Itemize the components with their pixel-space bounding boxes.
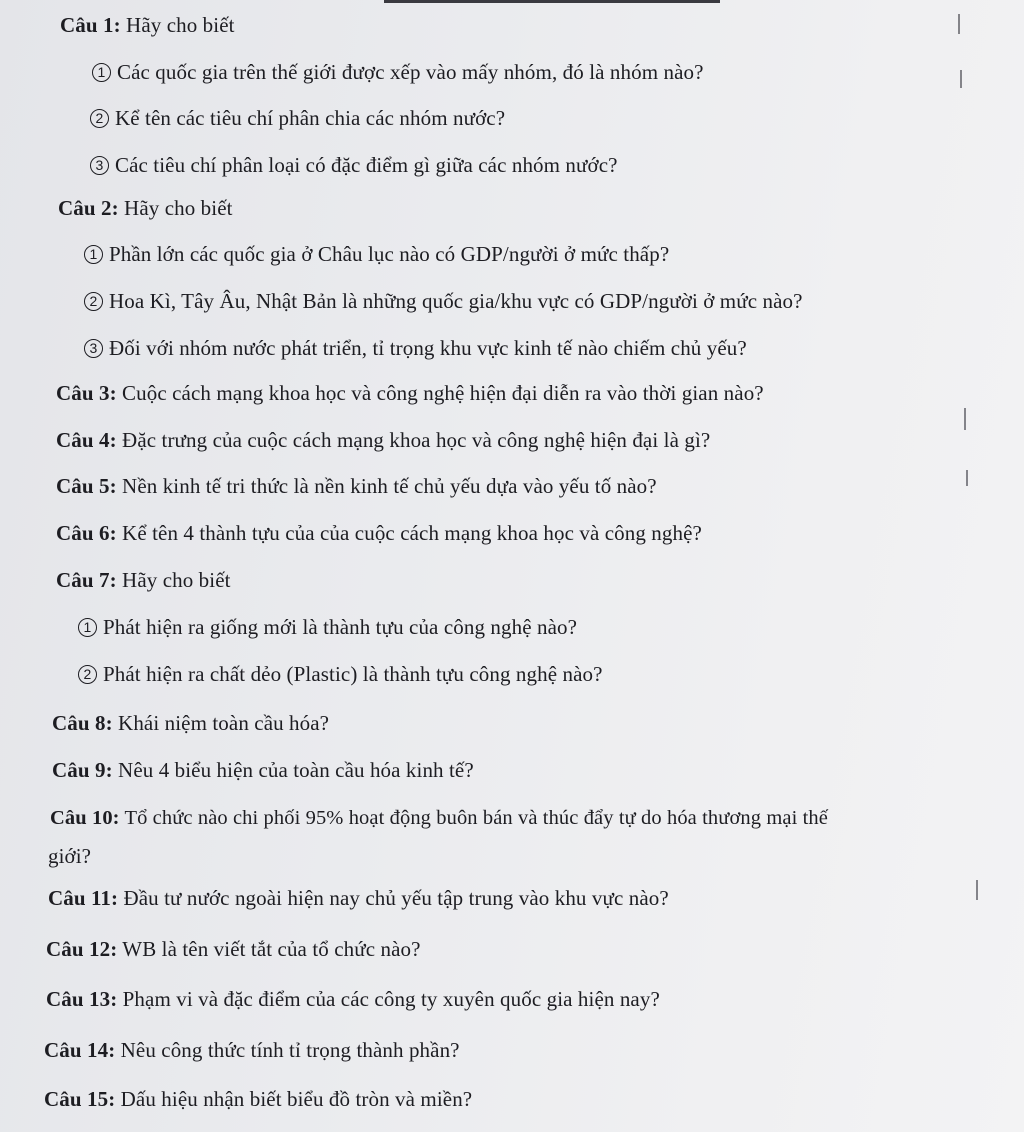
question-7 [56, 567, 231, 593]
question-1-sub-1 [92, 59, 704, 85]
question-text: Cuộc cách mạng khoa học và công nghệ hiện đại diễn ra vào thời gian nào? [116, 381, 764, 405]
question-2 [58, 195, 233, 221]
question-text: Phạm vi và đặc điểm của các công ty xuyên quốc gia hiện nay? [117, 987, 660, 1011]
circled-number: 1 [84, 245, 103, 264]
question-6 [56, 520, 702, 546]
question-15 [44, 1086, 472, 1112]
question-label: Câu 9: [52, 758, 113, 782]
question-text: Hãy cho biết [116, 568, 231, 592]
question-label: Câu 2: [58, 196, 119, 220]
top-rule [384, 0, 720, 3]
question-text: Hãy cho biết [118, 196, 233, 220]
question-text: Đặc trưng của cuộc cách mạng khoa học và công nghệ hiện đại là gì? [116, 428, 711, 452]
question-label: Câu 15: [44, 1087, 116, 1111]
sub-question-text: Phần lớn các quốc gia ở Châu lục nào có GDP/người ở mức thấp? [109, 242, 670, 266]
question-7-sub-1 [78, 614, 577, 640]
question-label: Câu 14: [44, 1038, 116, 1062]
question-label: Câu 1: [60, 13, 121, 37]
question-7-sub-2 [78, 661, 603, 687]
circled-number: 1 [78, 618, 97, 637]
question-text: Đầu tư nước ngoài hiện nay chủ yếu tập trung vào khu vực nào? [118, 886, 669, 910]
question-text: Hãy cho biết [120, 13, 235, 37]
question-3 [56, 380, 764, 406]
question-text: Khái niệm toàn cầu hóa? [112, 711, 330, 735]
question-text: Nêu công thức tính tỉ trọng thành phần? [115, 1038, 460, 1062]
question-label: Câu 13: [46, 987, 118, 1011]
question-label: Câu 8: [52, 711, 113, 735]
question-1-sub-3 [90, 152, 618, 178]
question-12 [46, 936, 421, 962]
margin-tick [964, 408, 966, 430]
question-label: Câu 6: [56, 521, 117, 545]
question-11 [48, 885, 669, 911]
question-10-continued [48, 843, 91, 869]
circled-number: 3 [84, 339, 103, 358]
question-label: Câu 5: [56, 474, 117, 498]
sub-question-text: Hoa Kì, Tây Âu, Nhật Bản là những quốc gia/khu vực có GDP/người ở mức nào? [109, 289, 803, 313]
question-9 [52, 757, 474, 783]
question-text: Tổ chức nào chi phối 95% hoạt động buôn bán và thúc đẩy tự do hóa thương mại thế [119, 807, 828, 829]
question-2-sub-2 [84, 288, 803, 314]
question-text: Dấu hiệu nhận biết biểu đồ tròn và miền? [115, 1087, 473, 1111]
question-text: Kể tên 4 thành tựu của của cuộc cách mạng khoa học và công nghệ? [116, 521, 702, 545]
circled-number: 2 [78, 665, 97, 684]
question-text: Nêu 4 biểu hiện của toàn cầu hóa kinh tế? [112, 758, 474, 782]
question-label: Câu 11: [48, 886, 119, 910]
question-14 [44, 1037, 460, 1063]
circled-number: 3 [90, 156, 109, 175]
question-13 [46, 986, 660, 1012]
question-label: Câu 3: [56, 381, 117, 405]
question-text: Nền kinh tế tri thức là nền kinh tế chủ yếu dựa vào yếu tố nào? [116, 474, 657, 498]
question-10 [50, 805, 828, 831]
question-label: Câu 10: [50, 807, 120, 829]
question-8 [52, 710, 329, 736]
question-text-continued: giới? [48, 844, 92, 868]
sub-question-text: Kể tên các tiêu chí phân chia các nhóm nước? [115, 106, 506, 130]
margin-tick [958, 14, 960, 34]
sub-question-text: Các tiêu chí phân loại có đặc điểm gì giữa các nhóm nước? [115, 153, 618, 177]
question-label: Câu 7: [56, 568, 117, 592]
question-label: Câu 12: [46, 937, 118, 961]
question-2-sub-1 [84, 241, 669, 267]
sub-question-text: Đối với nhóm nước phát triển, tỉ trọng khu vực kinh tế nào chiếm chủ yếu? [109, 336, 747, 360]
sub-question-text: Các quốc gia trên thế giới được xếp vào mấy nhóm, đó là nhóm nào? [117, 60, 704, 84]
margin-tick [966, 470, 968, 486]
sub-question-text: Phát hiện ra giống mới là thành tựu của công nghệ nào? [103, 615, 578, 639]
question-1 [60, 12, 235, 38]
margin-tick [976, 880, 978, 900]
question-5 [56, 473, 657, 499]
sub-question-text: Phát hiện ra chất dẻo (Plastic) là thành tựu công nghệ nào? [103, 662, 603, 686]
question-4 [56, 427, 710, 453]
circled-number: 2 [84, 292, 103, 311]
question-text: WB là tên viết tắt của tổ chức nào? [117, 937, 421, 961]
question-2-sub-3 [84, 335, 747, 361]
question-1-sub-2 [90, 105, 505, 131]
margin-tick [960, 70, 962, 88]
circled-number: 1 [92, 63, 111, 82]
question-label: Câu 4: [56, 428, 117, 452]
circled-number: 2 [90, 109, 109, 128]
